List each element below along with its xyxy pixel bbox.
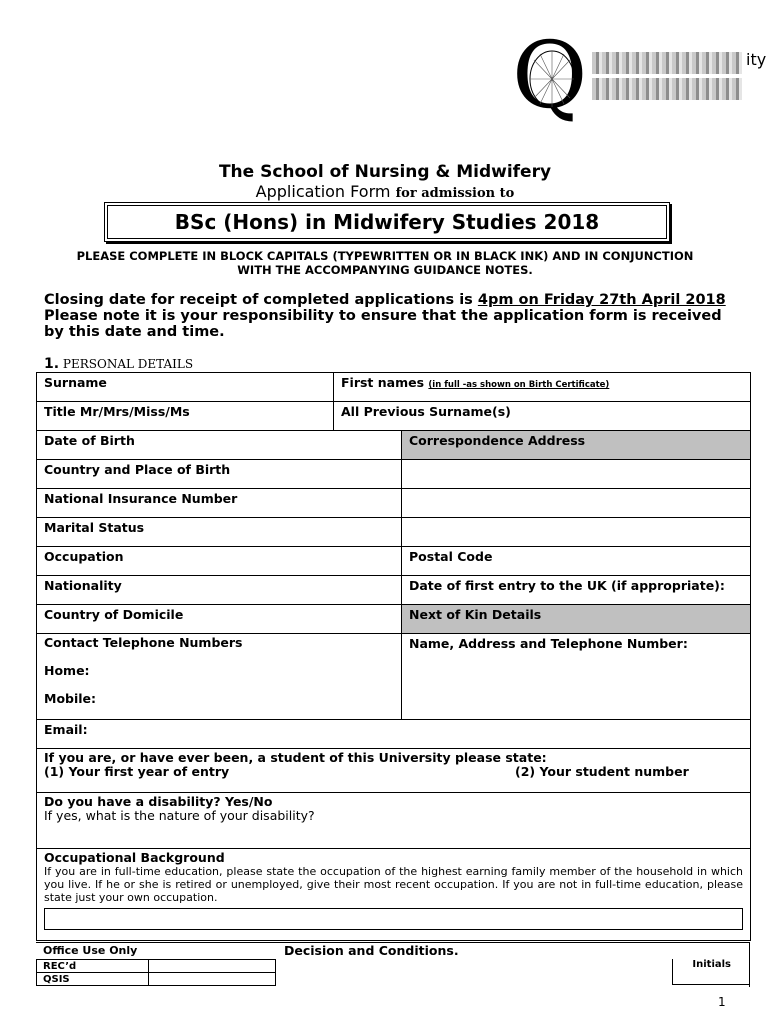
student-history-field[interactable] (37, 749, 751, 793)
qsis-value-cell[interactable] (149, 973, 276, 986)
country-place-birth-field[interactable] (37, 460, 402, 489)
university-logo (512, 22, 770, 129)
address-line-3[interactable] (402, 518, 751, 547)
first-names-note: (in full -as shown on Birth Certificate) (428, 380, 610, 390)
student-number-label: (2) Your student number (515, 764, 689, 779)
domicile-field[interactable] (37, 605, 402, 634)
qsis-label-cell (37, 973, 149, 986)
programme-title: BSc (Hons) in Midwifery Studies 2018 (104, 202, 670, 242)
country-place-birth-label: Country and Place of Birth (44, 462, 231, 477)
nationality-label: Nationality (44, 578, 122, 593)
application-form-title (0, 182, 770, 201)
postal-code-label: Postal Code (409, 549, 493, 564)
disability-field[interactable] (37, 793, 751, 849)
occupation-label: Occupation (44, 549, 124, 564)
correspondence-label: Correspondence Address (409, 433, 586, 448)
logo-globe-icon (526, 48, 578, 110)
contact-phone-label: Contact Telephone Numbers (44, 635, 243, 650)
nationality-field[interactable] (37, 576, 402, 605)
contact-phone-field[interactable] (37, 634, 402, 720)
office-use-section (36, 942, 750, 985)
logo-text-band-top (592, 52, 742, 74)
address-line-1[interactable] (402, 460, 751, 489)
kin-details-label: Name, Address and Telephone Number: (409, 636, 688, 651)
home-phone-label: Home: (44, 663, 90, 678)
logo-suffix: ity (746, 50, 767, 69)
initials-box[interactable] (672, 959, 749, 985)
ni-number-label: National Insurance Number (44, 491, 238, 506)
office-right-border (749, 942, 750, 987)
occupational-background-field (37, 849, 751, 941)
email-label: Email: (44, 722, 88, 737)
section-number: 1. (44, 356, 60, 372)
closing-date-notice (44, 292, 744, 340)
first-year-label: (1) Your first year of entry (44, 764, 230, 779)
closing-prefix: Closing date for receipt of completed applications is (44, 292, 478, 308)
qsis-label: QSIS (43, 973, 70, 985)
next-of-kin-label: Next of Kin Details (409, 607, 542, 622)
admission-label: for admission to (395, 186, 515, 201)
disability-question: Do you have a disability? Yes/No (44, 794, 273, 809)
surname-label: Surname (44, 375, 107, 390)
domicile-label: Country of Domicile (44, 607, 184, 622)
logo-letter: Q (512, 22, 588, 129)
kin-details-field[interactable] (402, 634, 751, 720)
correspondence-address-header (402, 431, 751, 460)
office-header-row (36, 942, 750, 960)
occupation-input-box[interactable] (44, 908, 743, 930)
section-1-heading (44, 356, 193, 372)
logo-text-band-bottom (592, 78, 742, 100)
decision-label: Decision and Conditions. (284, 943, 459, 958)
title-field[interactable] (37, 402, 334, 431)
occupational-background-text: If you are in full-time education, please state the occupation of the highest earning family member of the household in which you live. If he or she is retired or unemployed, give their most recent occupation. If you are not in full-time education, please state just your own occupation. (44, 865, 744, 904)
dob-label: Date of Birth (44, 433, 135, 448)
closing-date: 4pm on Friday 27th April 2018 (477, 292, 726, 308)
first-names-field[interactable] (334, 373, 751, 402)
marital-status-label: Marital Status (44, 520, 145, 535)
first-names-label: First names (341, 375, 425, 390)
first-entry-label: Date of first entry to the UK (if appropriate): (409, 578, 725, 593)
previous-surnames-field[interactable] (334, 402, 751, 431)
student-question: If you are, or have ever been, a student of this University please state: (44, 750, 547, 765)
initials-label: Initials (692, 959, 731, 970)
page-number: 1 (718, 995, 726, 1009)
surname-field[interactable] (37, 373, 334, 402)
section-title: PERSONAL DETAILS (62, 357, 194, 371)
dob-field[interactable] (37, 431, 402, 460)
ni-number-field[interactable] (37, 489, 402, 518)
rec-label: REC’d (43, 960, 77, 972)
instructions: PLEASE COMPLETE IN BLOCK CAPITALS (TYPEWRITTEN OR IN BLACK INK) AND IN CONJUNCTION WITH THE ACCOMPANYING GUIDANCE NOTES. (76, 249, 694, 277)
closing-note: Please note it is your responsibility to ensure that the application form is received by this date and time. (44, 308, 722, 340)
occupation-field[interactable] (37, 547, 402, 576)
mobile-phone-label: Mobile: (44, 691, 97, 706)
office-table (36, 959, 276, 986)
title-label: Title Mr/Mrs/Miss/Ms (44, 404, 190, 419)
rec-label-cell (37, 960, 149, 973)
office-use-label: Office Use Only (43, 944, 138, 957)
first-entry-field[interactable] (402, 576, 751, 605)
personal-details-table (36, 372, 751, 941)
next-of-kin-header (402, 605, 751, 634)
school-title: The School of Nursing & Midwifery (218, 162, 552, 182)
address-line-2[interactable] (402, 489, 751, 518)
disability-nature-label: If yes, what is the nature of your disability? (44, 808, 315, 823)
application-label: Application Form (255, 182, 391, 201)
occupational-background-title: Occupational Background (44, 850, 225, 865)
previous-surnames-label: All Previous Surname(s) (341, 404, 511, 419)
rec-value-cell[interactable] (149, 960, 276, 973)
email-field[interactable] (37, 720, 751, 749)
marital-status-field[interactable] (37, 518, 402, 547)
postal-code-field[interactable] (402, 547, 751, 576)
